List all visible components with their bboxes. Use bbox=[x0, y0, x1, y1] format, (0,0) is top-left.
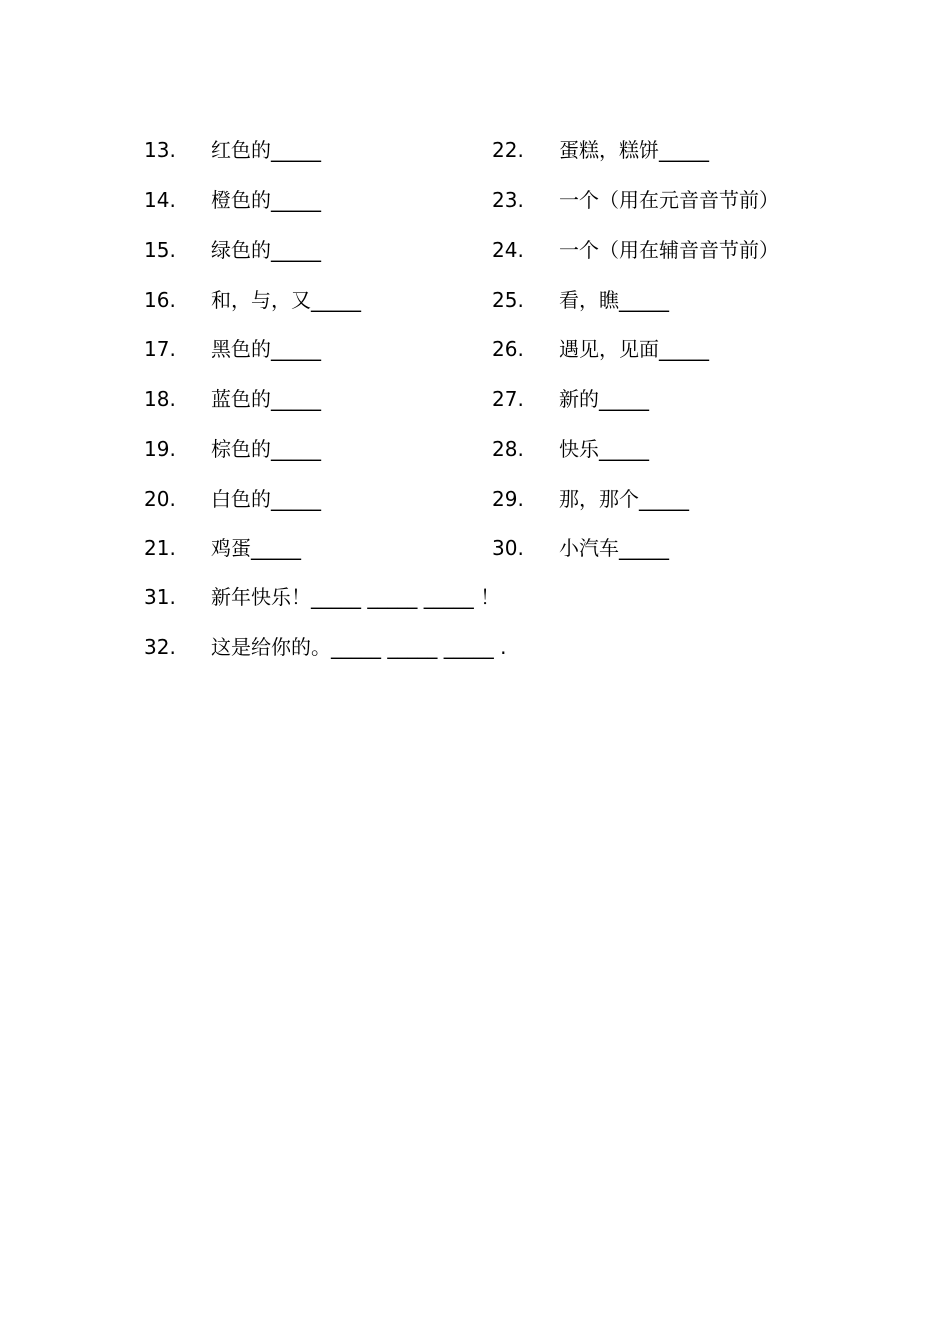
item-text: 和，与，又_____ bbox=[211, 288, 361, 312]
item-text: 绿色的_____ bbox=[211, 238, 321, 262]
item-number: 19. bbox=[144, 437, 176, 461]
item-number: 20. bbox=[144, 487, 176, 511]
item-number: 22. bbox=[492, 138, 524, 162]
item-number: 16. bbox=[144, 288, 176, 312]
item-text: 蛋糕，糕饼_____ bbox=[559, 138, 709, 162]
item-number: 32. bbox=[144, 635, 176, 659]
item-text: 鸡蛋_____ bbox=[211, 536, 301, 560]
item-number: 24. bbox=[492, 238, 524, 262]
item-text: 棕色的_____ bbox=[211, 437, 321, 461]
item-number: 31. bbox=[144, 585, 176, 609]
item-text: 一个（用在元音音节前） bbox=[559, 188, 779, 212]
item-text: 小汽车_____ bbox=[559, 536, 669, 560]
item-text: 看，瞧_____ bbox=[559, 288, 669, 312]
item-number: 27. bbox=[492, 387, 524, 411]
item-text: 那，那个_____ bbox=[559, 487, 689, 511]
item-text: 这是给你的。_____ _____ _____ . bbox=[211, 635, 507, 659]
item-number: 29. bbox=[492, 487, 524, 511]
item-number: 30. bbox=[492, 536, 524, 560]
item-text: 蓝色的_____ bbox=[211, 387, 321, 411]
item-text: 遇见，见面_____ bbox=[559, 337, 709, 361]
item-number: 13. bbox=[144, 138, 176, 162]
item-text: 一个（用在辅音音节前） bbox=[559, 238, 779, 262]
item-number: 18. bbox=[144, 387, 176, 411]
item-text: 快乐_____ bbox=[559, 437, 649, 461]
item-number: 25. bbox=[492, 288, 524, 312]
item-number: 26. bbox=[492, 337, 524, 361]
item-number: 14. bbox=[144, 188, 176, 212]
item-text: 新年快乐！_____ _____ _____ ！ bbox=[211, 585, 501, 609]
item-text: 红色的_____ bbox=[211, 138, 321, 162]
item-number: 17. bbox=[144, 337, 176, 361]
item-number: 23. bbox=[492, 188, 524, 212]
item-text: 白色的_____ bbox=[211, 487, 321, 511]
item-text: 新的_____ bbox=[559, 387, 649, 411]
item-text: 橙色的_____ bbox=[211, 188, 321, 212]
item-number: 21. bbox=[144, 536, 176, 560]
item-text: 黑色的_____ bbox=[211, 337, 321, 361]
item-number: 28. bbox=[492, 437, 524, 461]
item-number: 15. bbox=[144, 238, 176, 262]
